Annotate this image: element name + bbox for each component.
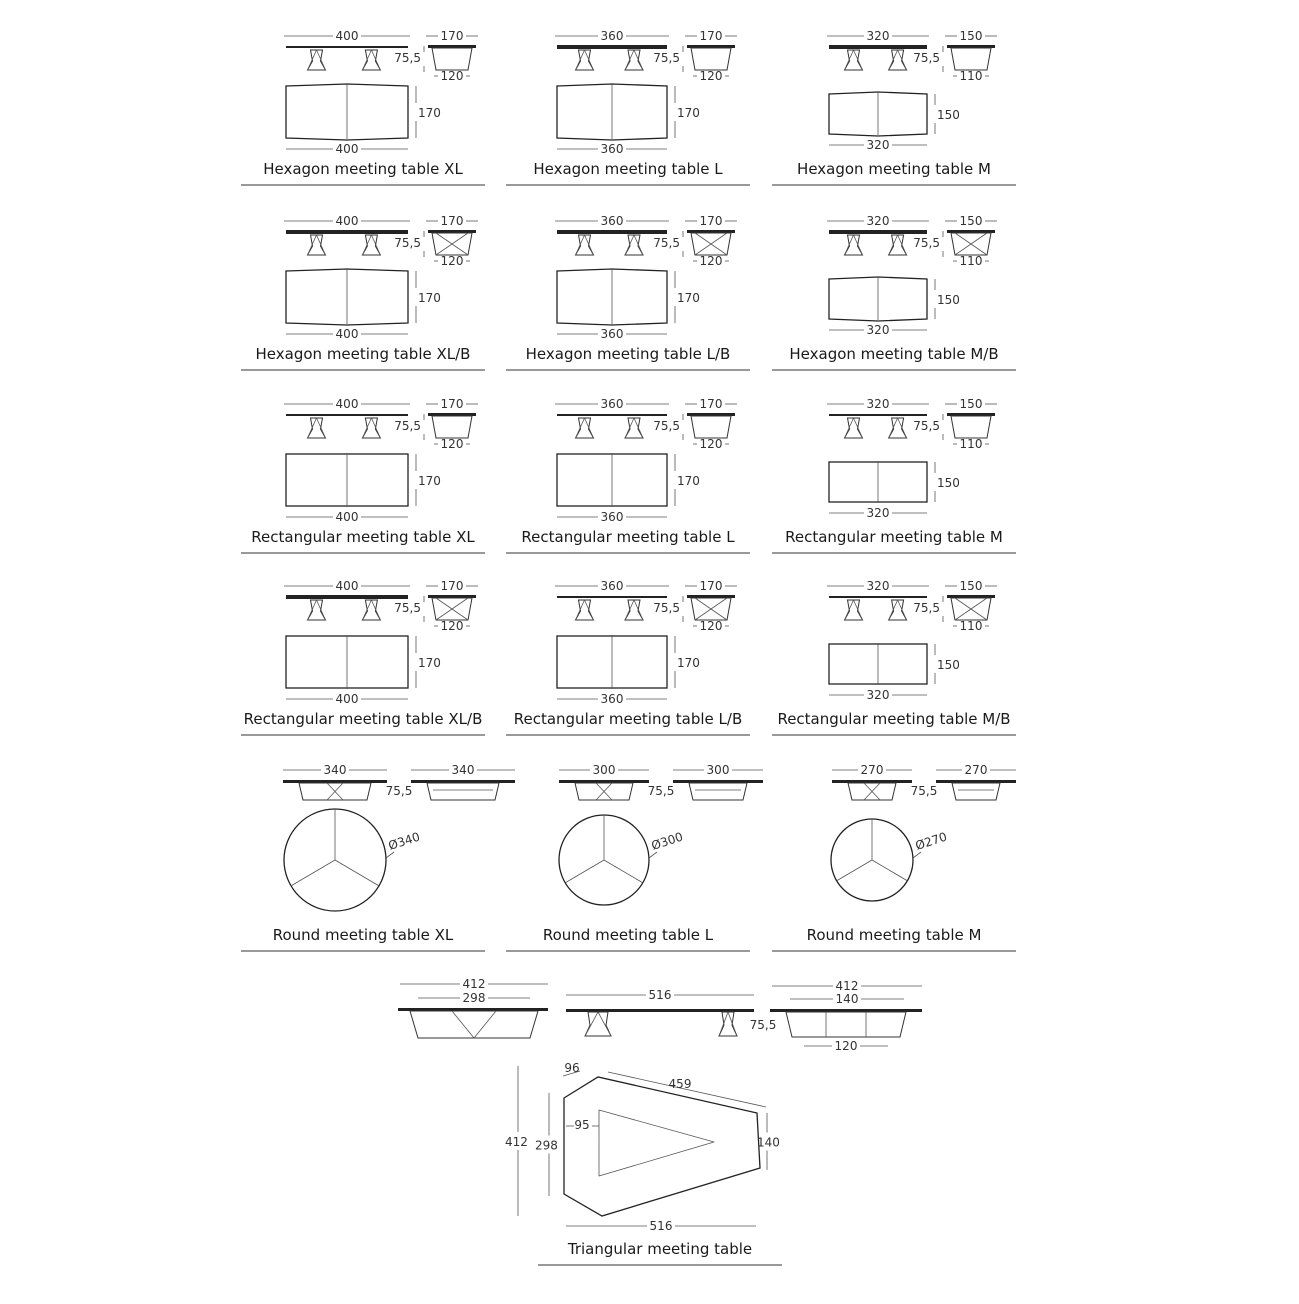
height-dimension: 75,5 <box>913 236 940 250</box>
inset-dimension: 95 <box>574 1118 590 1132</box>
base-dimension: 110 <box>959 437 983 451</box>
table-leg <box>889 50 907 70</box>
table-top-edge <box>829 414 927 416</box>
table-leg <box>845 418 863 438</box>
table-caption: Rectangular meeting table XL/B <box>243 710 483 728</box>
table-drawing-6 <box>772 214 1016 370</box>
depth-dimension: 412 <box>505 1135 528 1149</box>
short-edge-dimension: 96 <box>564 1061 580 1075</box>
plan-length-dimension: 320 <box>866 323 890 337</box>
table-caption: Hexagon meeting table M/B <box>789 345 999 363</box>
table-leg <box>719 1012 737 1036</box>
table-leg <box>308 418 326 438</box>
table-drawing-9 <box>772 397 1016 553</box>
long-edge-dimension: 459 <box>668 1077 692 1091</box>
base-dimension: 120 <box>699 254 723 268</box>
table-leg <box>576 418 594 438</box>
table-caption: Rectangular meeting table M/B <box>777 710 1011 728</box>
table-leg <box>845 50 863 70</box>
table-top-edge <box>557 596 667 598</box>
table-leg <box>308 235 326 255</box>
table-drawing-1 <box>241 29 485 185</box>
diameter-dimension: 270 <box>860 763 884 777</box>
height-dimension: 75,5 <box>394 236 421 250</box>
table-caption: Rectangular meeting table L/B <box>513 710 743 728</box>
width-dimension: 170 <box>440 214 464 228</box>
table-leg <box>308 50 326 70</box>
table-leg <box>308 600 326 620</box>
end-base <box>951 48 991 70</box>
base-dimension: 120 <box>440 254 464 268</box>
table-caption: Hexagon meeting table XL/B <box>255 345 471 363</box>
height-dimension: 75,5 <box>653 236 680 250</box>
table-leg <box>889 418 907 438</box>
width-dimension: 170 <box>440 579 464 593</box>
length-dimension: 360 <box>600 214 624 228</box>
plan-length-dimension: 360 <box>600 327 624 341</box>
length-dimension: 320 <box>866 579 890 593</box>
width-dimension: 170 <box>699 214 723 228</box>
plan-width-dimension: 170 <box>677 474 700 488</box>
length-dimension: 400 <box>335 214 359 228</box>
table-caption: Hexagon meeting table XL <box>263 160 463 178</box>
width-dimension: 170 <box>699 29 723 43</box>
width-dimension: 170 <box>699 579 723 593</box>
table-leg <box>362 418 380 438</box>
width-dimension: 150 <box>959 397 983 411</box>
table-leg <box>889 600 907 620</box>
plan-width-dimension: 150 <box>937 476 960 490</box>
table-top-edge <box>286 414 408 416</box>
height-dimension: 75,5 <box>653 601 680 615</box>
base-dimension: 120 <box>834 1039 858 1053</box>
height-dimension: 75,5 <box>653 419 680 433</box>
table-caption: Triangular meeting table <box>567 1240 753 1258</box>
plan-length-dimension: 400 <box>335 510 359 524</box>
end-base <box>786 1012 906 1037</box>
width-dimension: 170 <box>440 397 464 411</box>
diameter-dimension: 300 <box>706 763 730 777</box>
plan-length-dimension: 320 <box>866 688 890 702</box>
plan-width-dimension: 170 <box>418 291 441 305</box>
length-dimension: 320 <box>866 214 890 228</box>
table-caption: Hexagon meeting table M <box>797 160 991 178</box>
table-caption: Round meeting table M <box>806 926 982 944</box>
base-dimension: 110 <box>959 69 983 83</box>
table-top-edge <box>829 230 927 234</box>
height-dimension: 75,5 <box>913 601 940 615</box>
table-drawing-8 <box>506 397 750 553</box>
base-dimension: 120 <box>440 437 464 451</box>
plan-width-dimension: 150 <box>937 293 960 307</box>
table-top-edge <box>557 414 667 416</box>
length-dimension: 320 <box>866 29 890 43</box>
table-top-edge <box>286 230 408 234</box>
table-drawing-5 <box>506 214 750 370</box>
table-leg <box>845 600 863 620</box>
width-dimension: 150 <box>959 579 983 593</box>
table-leg <box>625 235 643 255</box>
inner-dimension: 140 <box>835 992 859 1006</box>
overall-dimension: 412 <box>462 977 486 991</box>
overall-dimension: 412 <box>835 979 859 993</box>
table-caption: Round meeting table XL <box>272 926 454 944</box>
plan-length-dimension: 516 <box>649 1219 673 1233</box>
table-drawing-11 <box>506 579 750 735</box>
length-dimension: 360 <box>600 29 624 43</box>
width-dimension: 170 <box>699 397 723 411</box>
end-base <box>432 416 472 438</box>
table-caption: Rectangular meeting table XL <box>251 528 475 546</box>
triangular-table-drawing <box>398 977 922 1265</box>
table-caption: Rectangular meeting table L <box>521 528 735 546</box>
plan-length-dimension: 360 <box>600 510 624 524</box>
round-table-drawing-1 <box>241 763 515 951</box>
plan-length-dimension: 400 <box>335 692 359 706</box>
plan-width-dimension: 150 <box>937 658 960 672</box>
table-drawing-4 <box>241 214 485 370</box>
triangular-plan <box>564 1077 760 1216</box>
plan-length-dimension: 400 <box>335 142 359 156</box>
plan-length-dimension: 320 <box>866 138 890 152</box>
base-dimension: 110 <box>959 619 983 633</box>
end-base <box>691 48 731 70</box>
round-table-drawing-2 <box>506 763 763 951</box>
triangular-base <box>410 1011 538 1038</box>
plan-length-dimension: 360 <box>600 692 624 706</box>
end-base <box>951 416 991 438</box>
table-leg <box>362 235 380 255</box>
table-drawing-10 <box>241 579 485 735</box>
width-dimension: 150 <box>959 29 983 43</box>
table-caption: Round meeting table L <box>542 926 714 944</box>
length-dimension: 360 <box>600 579 624 593</box>
base-dimension: 110 <box>959 254 983 268</box>
table-top-edge <box>286 595 408 599</box>
table-leg <box>625 50 643 70</box>
plan-length-dimension: 320 <box>866 506 890 520</box>
height-dimension: 75,5 <box>910 784 938 798</box>
plan-width-dimension: 170 <box>677 656 700 670</box>
length-dimension: 400 <box>335 29 359 43</box>
table-leg <box>625 418 643 438</box>
table-leg <box>585 1012 611 1036</box>
height-dimension: 75,5 <box>394 601 421 615</box>
height-dimension: 75,5 <box>913 419 940 433</box>
table-caption: Hexagon meeting table L/B <box>525 345 731 363</box>
table-caption: Rectangular meeting table M <box>785 528 1003 546</box>
base-dimension: 120 <box>440 69 464 83</box>
round-base <box>952 783 1000 800</box>
round-table-drawing-3 <box>772 763 1016 951</box>
diameter-label: Ø340 <box>386 829 422 853</box>
height-dimension: 75,5 <box>394 419 421 433</box>
plan-width-dimension: 150 <box>937 108 960 122</box>
round-base <box>689 783 747 800</box>
diameter-dimension: 340 <box>451 763 475 777</box>
table-top-edge <box>829 596 927 598</box>
base-dimension: 120 <box>699 437 723 451</box>
table-leg <box>845 235 863 255</box>
table-leg <box>625 600 643 620</box>
table-top-edge <box>829 45 927 49</box>
table-top-edge <box>557 45 667 49</box>
table-caption: Hexagon meeting table L <box>533 160 723 178</box>
plan-width-dimension: 170 <box>677 106 700 120</box>
base-dimension: 120 <box>699 619 723 633</box>
height-dimension: 75,5 <box>749 1018 777 1032</box>
height-dimension: 75,5 <box>913 51 940 65</box>
length-dimension: 360 <box>600 397 624 411</box>
table-top-edge <box>286 46 408 48</box>
length-dimension: 400 <box>335 397 359 411</box>
length-dimension: 516 <box>648 988 672 1002</box>
table-top-edge <box>557 230 667 234</box>
plan-width-dimension: 170 <box>677 291 700 305</box>
length-dimension: 320 <box>866 397 890 411</box>
diameter-label: Ø270 <box>913 829 949 853</box>
table-leg <box>576 50 594 70</box>
height-dimension: 75,5 <box>653 51 680 65</box>
inner-depth-dimension: 298 <box>535 1138 558 1153</box>
base-dimension: 120 <box>699 69 723 83</box>
table-drawing-2 <box>506 29 750 185</box>
plan-width-dimension: 170 <box>418 106 441 120</box>
table-leg <box>889 235 907 255</box>
height-dimension: 75,5 <box>385 784 413 798</box>
width-dimension: 150 <box>959 214 983 228</box>
table-leg <box>362 50 380 70</box>
length-dimension: 400 <box>335 579 359 593</box>
width-dimension: 170 <box>440 29 464 43</box>
end-base <box>691 416 731 438</box>
plan-length-dimension: 360 <box>600 142 624 156</box>
plan-width-dimension: 170 <box>418 474 441 488</box>
table-drawing-12 <box>772 579 1016 735</box>
table-drawing-3 <box>772 29 1016 185</box>
round-base <box>427 783 499 800</box>
table-leg <box>576 600 594 620</box>
diameter-dimension: 270 <box>964 763 988 777</box>
base-dimension: 120 <box>440 619 464 633</box>
height-dimension: 75,5 <box>394 51 421 65</box>
diameter-dimension: 300 <box>592 763 616 777</box>
plan-length-dimension: 400 <box>335 327 359 341</box>
diameter-dimension: 340 <box>323 763 347 777</box>
table-leg <box>362 600 380 620</box>
plan-width-dimension: 170 <box>418 656 441 670</box>
end-base <box>432 48 472 70</box>
table-drawing-7 <box>241 397 485 553</box>
table-leg <box>576 235 594 255</box>
height-dimension: 75,5 <box>647 784 675 798</box>
diameter-label: Ø300 <box>649 829 685 853</box>
end-edge-dimension: 140 <box>757 1135 780 1150</box>
inner-dimension: 298 <box>462 991 486 1005</box>
